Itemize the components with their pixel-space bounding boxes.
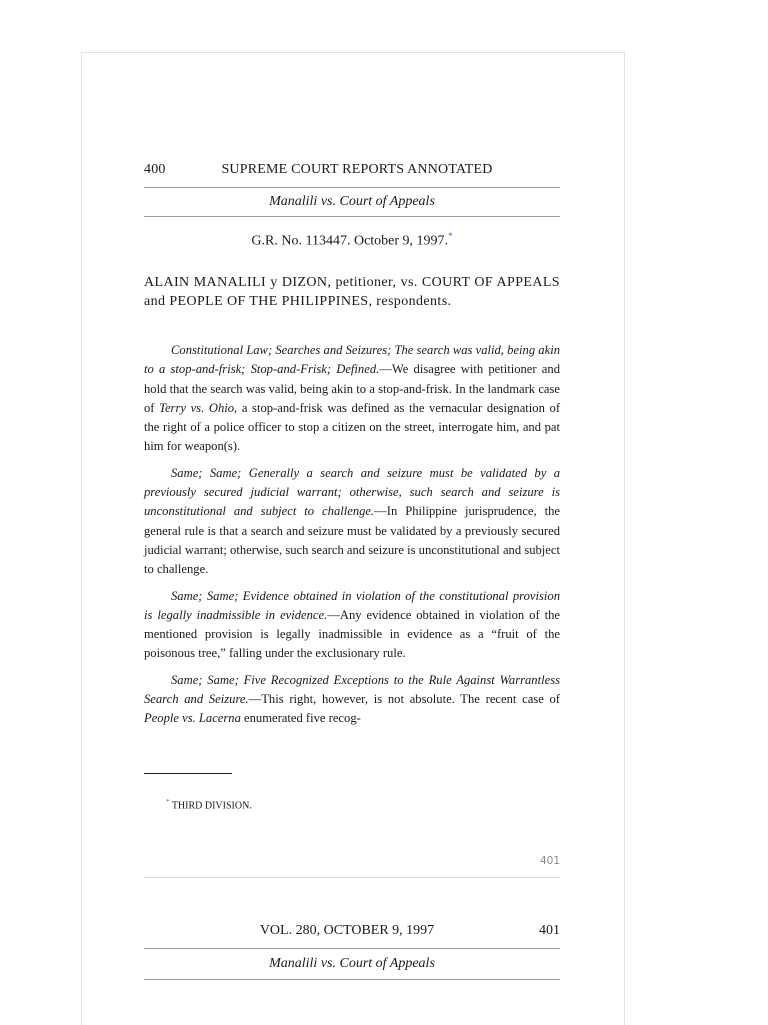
syllabus-paragraph [144, 587, 560, 664]
case-citation: People vs. Lacerna [144, 711, 241, 726]
running-header [144, 162, 560, 178]
running-title: SUPREME COURT REPORTS ANNOTATED [221, 162, 493, 177]
gr-number-line [144, 231, 560, 250]
syllabus-head: Same; Same; Five Recognized Exceptions to the Rule Against Warrantless Search and Seizure. [144, 672, 560, 707]
case-title: Manalili vs. Court of Appeals [269, 194, 435, 209]
footnote-marker: * [166, 798, 170, 806]
footnote-ref-link[interactable]: * [448, 231, 453, 241]
page-number: 400 [144, 162, 166, 177]
syllabus-paragraph [144, 341, 560, 457]
case-title-header [144, 187, 560, 217]
syllabus-head: Constitutional Law; Searches and Seizures; The search was valid, being akin to a stop-and-frisk; Stop-and-Frisk; Defined. [144, 343, 560, 377]
syllabus-text: —We disagree with petitioner and hold that the search was valid, being akin to a stop-and-frisk. In the landmark case of [144, 362, 560, 415]
gr-number: G.R. No. 113447. October 9, 1997. [251, 233, 449, 249]
parties: ALAIN MANALILI y DIZON, petitioner, vs. COURT OF APPEALS and PEOPLE OF THE PHILIPPINES, respondents. [144, 275, 560, 309]
case-title-header-page2 [144, 948, 560, 980]
document-page [81, 52, 625, 1025]
page-footer-number: 401 [144, 855, 560, 878]
syllabus-paragraph [144, 464, 560, 580]
syllabus-text: enumerated five recog- [240, 711, 361, 726]
syllabus-text: —Any evidence obtained in violation of the mentioned provision is legally inadmissible in evidence as a “fruit of the poisonous tree,” falling under the exclusionary rule. [144, 607, 561, 661]
footnote-divider [144, 773, 232, 774]
running-title: VOL. 280, OCTOBER 9, 1997 [259, 923, 435, 938]
syllabus-text: —In Philippine jurisprudence, the general rule is that a search and seizure must be validated by a previously secured judicial warrant; otherwise, such search and seizure is unconstitutional and subject to challenge. [144, 504, 560, 577]
footnote [166, 798, 252, 811]
footnote-text: THIRD DIVISION. [171, 800, 252, 812]
syllabus-text: —This right, however, is not absolute. The recent case of [248, 692, 561, 707]
syllabus-text: , a stop-and-frisk was defined as the vernacular designation of the right of a police officer to stop a citizen on the street, interrogate him, and pat him for weapon(s). [144, 400, 561, 454]
case-citation: Terry vs. Ohio [159, 400, 235, 415]
running-header-page2 [144, 923, 560, 939]
page-number: 401 [539, 923, 560, 938]
syllabus-body [144, 341, 560, 736]
syllabus-paragraph [144, 671, 560, 729]
case-title: Manalili vs. Court of Appeals [269, 956, 435, 971]
syllabus-head: Same; Same; Generally a search and seizure must be validated by a previously secured judicial warrant; otherwise, such search and seizure is unconstitutional and subject to challenge. [144, 465, 560, 519]
syllabus-head: Same; Same; Evidence obtained in violation of the constitutional provision is legally inadmissible in evidence. [144, 588, 560, 622]
